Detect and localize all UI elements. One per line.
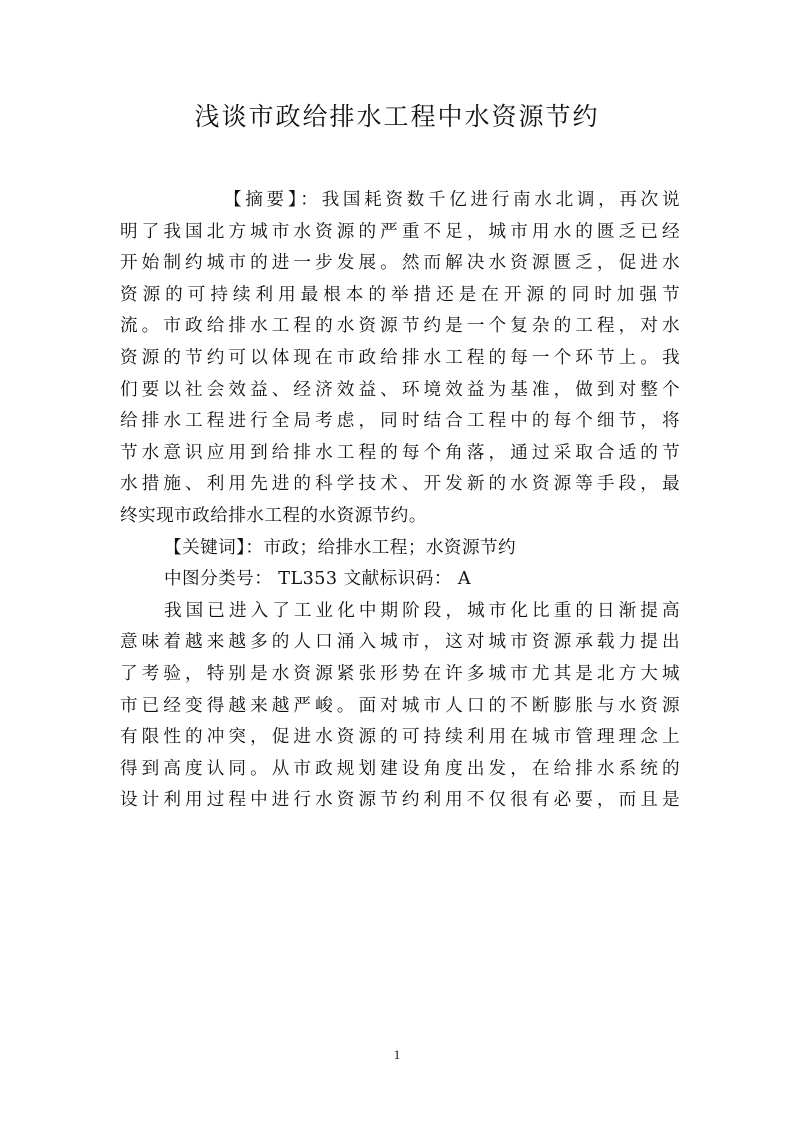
abstract-line: 终实现市政给排水工程的水资源节约。 [120,505,427,526]
paragraph-line: 我国已进入了工业化中期阶段，城市化比重的日渐提高 [164,600,680,621]
classification-line: 中图分类号： TL353 文献标识码： A [164,569,472,590]
abstract-line: 给排水工程进行全局考虑，同时结合工程中的每个细节，将 [120,411,680,432]
paragraph-line: 市已经变得越来越严峻。面对城市人口的不断膨胀与水资源 [120,695,680,716]
document-title: 浅谈市政给排水工程中水资源节约 [194,102,600,131]
abstract-line: 流。市政给排水工程的水资源节约是一个复杂的工程，对水 [120,316,680,337]
abstract-line: 【摘要】：我国耗资数千亿进行南水北调，再次说 [224,190,680,210]
abstract-line: 资源的节约可以体现在市政给排水工程的每一个环节上。我 [120,347,680,368]
paragraph-line: 得到高度认同。从市政规划建设角度出发，在给排水系统的 [120,758,680,779]
abstract-line: 资源的可持续利用最根本的举措还是在开源的同时加强节 [120,284,680,305]
abstract-line: 水措施、利用先进的科学技术、开发新的水资源等手段，最 [120,474,680,495]
abstract-line: 开始制约城市的进一步发展。然而解决水资源匮乏，促进水 [120,253,680,274]
document-body [120,185,680,817]
paragraph-line: 设计利用过程中进行水资源节约利用不仅很有必要，而且是 [120,790,680,811]
paragraph-line: 有限性的冲突，促进水资源的可持续利用在城市管理理念上 [120,727,680,748]
page-number: 1 [393,1047,401,1062]
keywords-line: 【关键词】：市政；给排水工程；水资源节约 [164,537,517,558]
abstract-line: 节水意识应用到给排水工程的每个角落，通过采取合适的节 [120,442,680,463]
paragraph-line: 了考验，特别是水资源紧张形势在许多城市尤其是北方大城 [120,663,680,684]
abstract-line: 们要以社会效益、经济效益、环境效益为基准，做到对整个 [120,379,680,400]
paragraph-line: 意味着越来越多的人口涌入城市，这对城市资源承载力提出 [120,632,680,653]
abstract-line: 明了我国北方城市水资源的严重不足，城市用水的匮乏已经 [120,221,680,242]
